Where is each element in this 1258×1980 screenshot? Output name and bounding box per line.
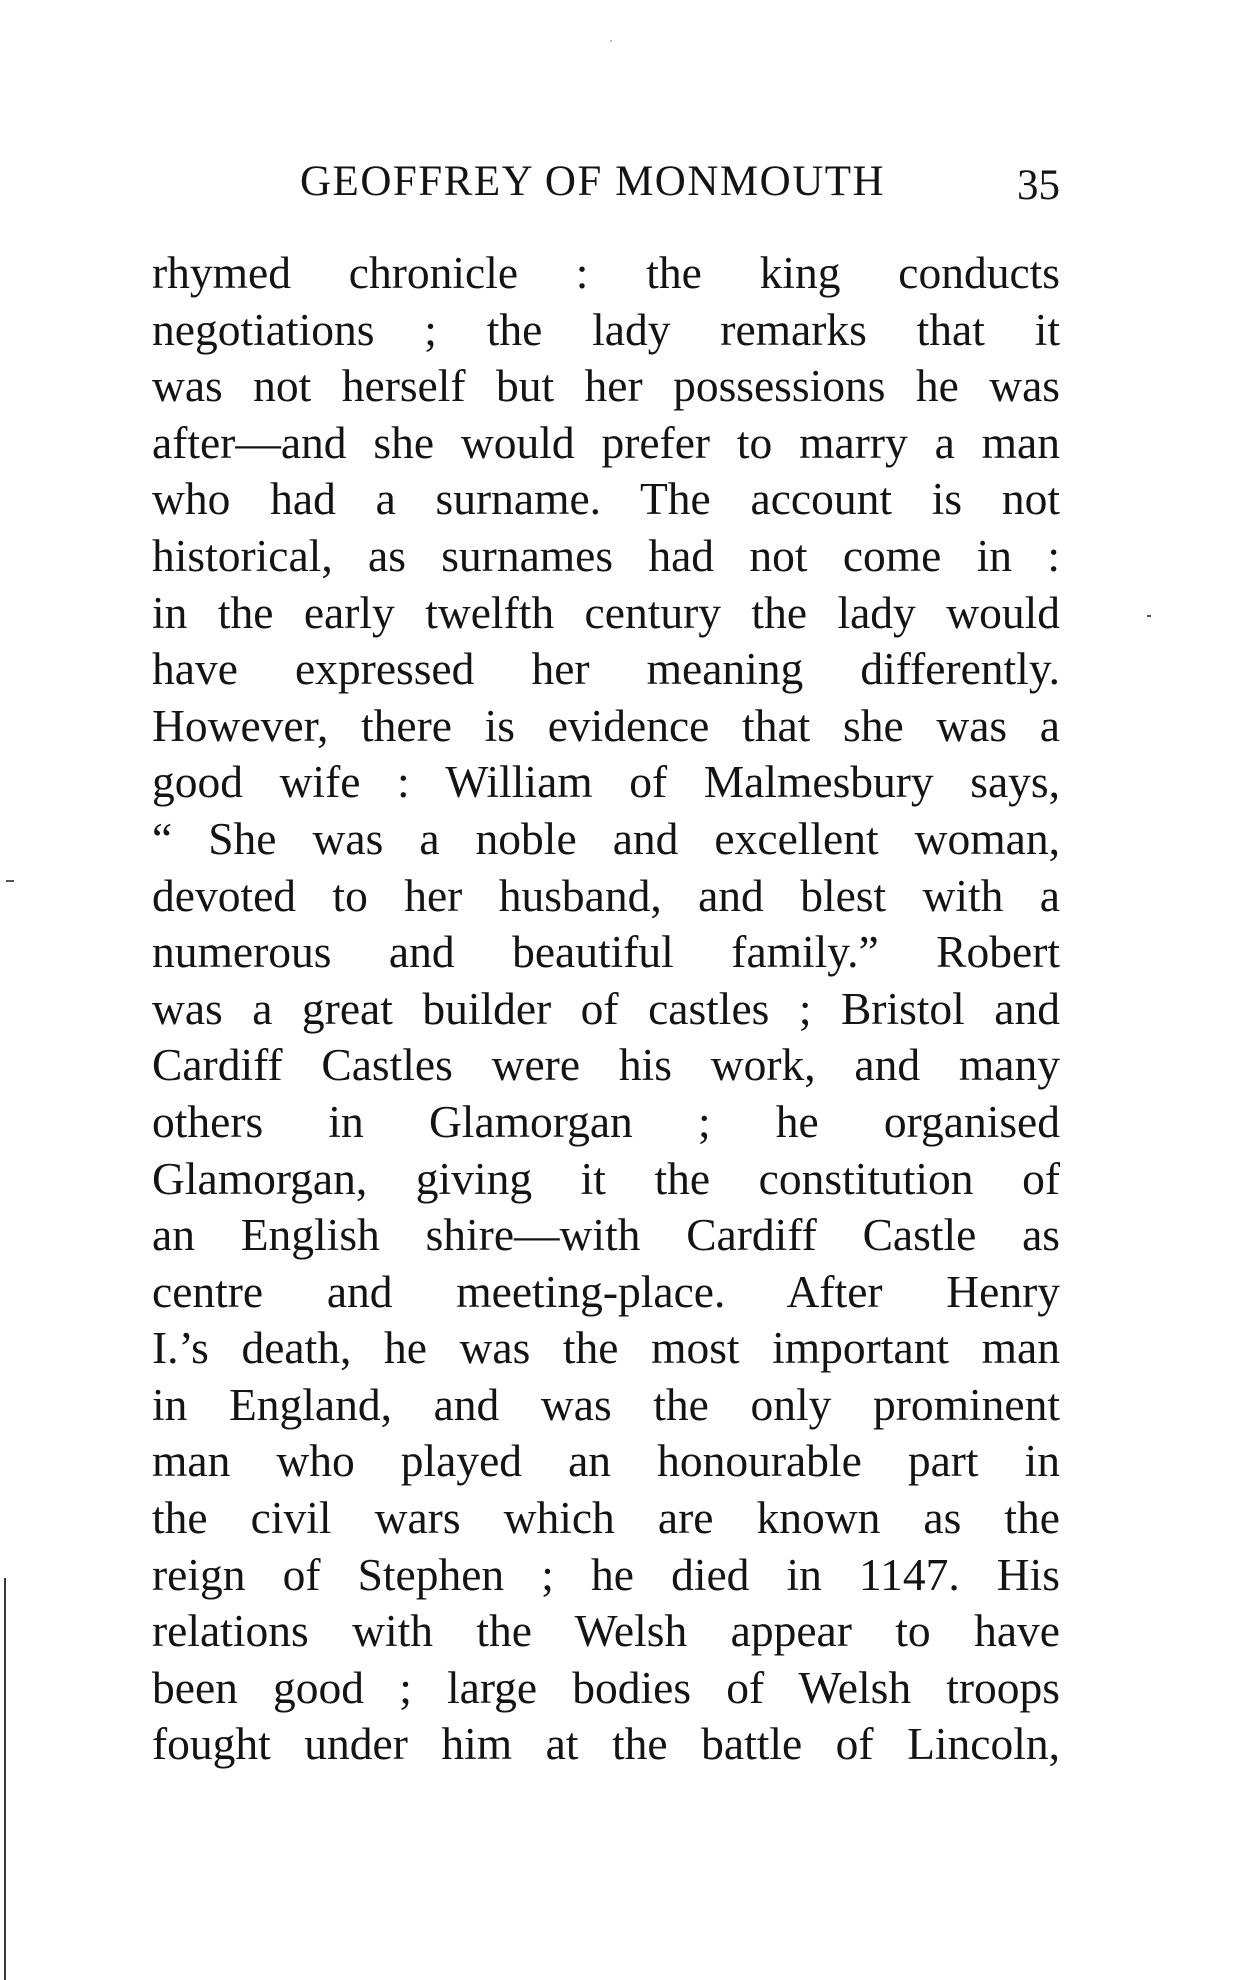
text-line: others in Glamorgan ; he organised	[152, 1095, 1060, 1147]
text-line: historical, as surnames had not come in :	[152, 529, 1060, 581]
scan-speck	[1147, 615, 1151, 617]
text-line: an English shire—with Cardiff Castle as	[152, 1209, 1060, 1261]
text-line: fought under him at the battle of Lincoln,	[152, 1718, 1060, 1770]
text-line: rhymed chronicle : the king conducts	[152, 247, 1060, 298]
text-line: Glamorgan, giving it the constitution of	[152, 1152, 1060, 1204]
text-line: devoted to her husband, and blest with a	[152, 869, 1060, 921]
text-line: been good ; large bodies of Welsh troops	[152, 1661, 1060, 1713]
text-line: man who played an honourable part in	[152, 1435, 1060, 1487]
body-text	[152, 245, 1060, 1773]
scan-speck	[6, 880, 14, 882]
text-line: However, there is evidence that she was a	[152, 699, 1060, 751]
text-line: “ She was a noble and excellent woman,	[152, 812, 1060, 864]
scan-edge-rule	[4, 1578, 6, 1980]
running-title: GEOFFREY OF MONMOUTH	[300, 158, 886, 205]
text-line: relations with the Welsh appear to have	[152, 1605, 1060, 1657]
text-line: centre and meeting-place. After Henry	[152, 1265, 1060, 1317]
text-line: numerous and beautiful family.” Robert	[152, 926, 1060, 978]
text-line: who had a surname. The account is not	[152, 473, 1060, 525]
scan-speck	[610, 40, 612, 42]
text-line: have expressed her meaning differently.	[152, 643, 1060, 695]
text-line: was not herself but her possessions he was	[152, 360, 1060, 412]
text-line: in England, and was the only prominent	[152, 1378, 1060, 1430]
text-line: Cardiff Castles were his work, and many	[152, 1039, 1060, 1091]
text-line: the civil wars which are known as the	[152, 1492, 1060, 1544]
text-line: reign of Stephen ; he died in 1147. His	[152, 1548, 1060, 1600]
running-head	[300, 152, 1060, 212]
text-line: after—and she would prefer to marry a man	[152, 416, 1060, 468]
text-line: was a great builder of castles ; Bristol and	[152, 982, 1060, 1034]
text-line: I.’s death, he was the most important man	[152, 1322, 1060, 1374]
text-line: good wife : William of Malmesbury says,	[152, 756, 1060, 808]
text-line: in the early twelfth century the lady would	[152, 586, 1060, 638]
page-number: 35	[1017, 162, 1060, 209]
text-line: negotiations ; the lady remarks that it	[152, 303, 1060, 355]
